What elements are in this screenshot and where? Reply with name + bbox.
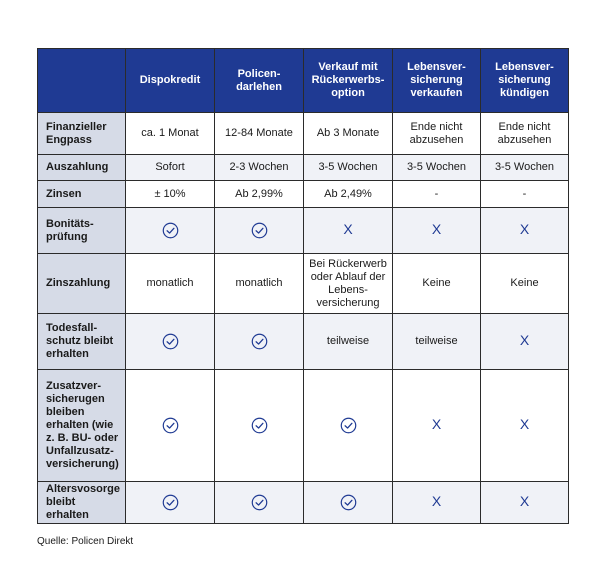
row-label: Zinszahlung [38, 254, 126, 314]
table-cell [481, 482, 569, 524]
table-cell: Bei Rückerwerb oder Ablauf der Lebens- versicherung [304, 254, 393, 314]
table-cell: Keine [393, 254, 481, 314]
check-icon [162, 496, 179, 508]
table-cell [481, 208, 569, 254]
row-label: Zinsen [38, 181, 126, 208]
header-col-verkaufen: Lebensver- sicherung verkaufen [393, 49, 481, 113]
table-cell [215, 370, 304, 482]
table-cell [393, 370, 481, 482]
table-cell: Keine [481, 254, 569, 314]
table-cell [126, 208, 215, 254]
table-cell: teilweise [304, 314, 393, 370]
check-icon [162, 224, 179, 236]
row-label: Zusatzver- sicherugen bleiben erhalten (wie z. B. BU- oder Unfallzusatz- versicherung) [38, 370, 126, 482]
check-icon [251, 335, 268, 347]
table-cell [126, 482, 215, 524]
table-cell: monatlich [215, 254, 304, 314]
x-mark-icon: X [519, 221, 530, 237]
comparison-table [37, 48, 569, 524]
x-mark-icon: X [519, 416, 530, 432]
x-mark-icon: X [519, 493, 530, 509]
table-cell [481, 370, 569, 482]
table-cell: monatlich [126, 254, 215, 314]
row-label: Altersvosorge bleibt erhalten [38, 482, 126, 524]
table-cell: Ab 2,99% [215, 181, 304, 208]
header-col-kuendigen: Lebensver- sicherung kündigen [481, 49, 569, 113]
table-cell: Ende nicht abzusehen [393, 113, 481, 155]
table-cell: 12-84 Monate [215, 113, 304, 155]
table-row [38, 370, 569, 482]
check-icon [251, 419, 268, 431]
header-col-policendarlehen: Policen- darlehen [215, 49, 304, 113]
table-cell: 2-3 Wochen [215, 155, 304, 181]
table-row [38, 155, 569, 181]
table-cell: Ab 2,49% [304, 181, 393, 208]
table-cell: 3-5 Wochen [393, 155, 481, 181]
x-mark-icon: X [431, 416, 442, 432]
table-cell [215, 482, 304, 524]
table-row [38, 254, 569, 314]
table-cell [393, 208, 481, 254]
table-row [38, 181, 569, 208]
table-cell [215, 208, 304, 254]
table-cell [304, 370, 393, 482]
table-cell: 3-5 Wochen [481, 155, 569, 181]
row-label: Todesfall- schutz bleibt erhalten [38, 314, 126, 370]
table-cell: teilweise [393, 314, 481, 370]
check-icon [162, 335, 179, 347]
row-label: Auszahlung [38, 155, 126, 181]
check-icon [340, 496, 357, 508]
table-row [38, 482, 569, 524]
row-label: Finanzieller Engpass [38, 113, 126, 155]
header-col-verkauf-rueckerwerb: Verkauf mit Rückerwerbs- option [304, 49, 393, 113]
table-cell: ± 10% [126, 181, 215, 208]
table-cell: - [481, 181, 569, 208]
table-body [38, 113, 569, 524]
table-cell: Sofort [126, 155, 215, 181]
table-cell [481, 314, 569, 370]
table-cell: - [393, 181, 481, 208]
header-corner [38, 49, 126, 113]
check-icon [340, 419, 357, 431]
table-cell [393, 482, 481, 524]
table-row [38, 113, 569, 155]
x-mark-icon: X [343, 221, 353, 237]
table-cell: 3-5 Wochen [304, 155, 393, 181]
table-cell [304, 208, 393, 254]
source-note: Quelle: Policen Direkt [37, 536, 134, 547]
table-cell [126, 370, 215, 482]
header-col-dispokredit: Dispokredit [126, 49, 215, 113]
check-icon [251, 496, 268, 508]
table-cell: ca. 1 Monat [126, 113, 215, 155]
table-cell: Ab 3 Monate [304, 113, 393, 155]
header-row [38, 49, 569, 113]
check-icon [162, 419, 179, 431]
table-row [38, 314, 569, 370]
x-mark-icon: X [431, 221, 442, 237]
table-cell [304, 482, 393, 524]
check-icon [251, 224, 268, 236]
row-label: Bonitäts- prüfung [38, 208, 126, 254]
table-cell [126, 314, 215, 370]
table-cell [215, 314, 304, 370]
table-cell: Ende nicht abzusehen [481, 113, 569, 155]
table-row [38, 208, 569, 254]
x-mark-icon: X [519, 332, 530, 348]
x-mark-icon: X [431, 493, 442, 509]
